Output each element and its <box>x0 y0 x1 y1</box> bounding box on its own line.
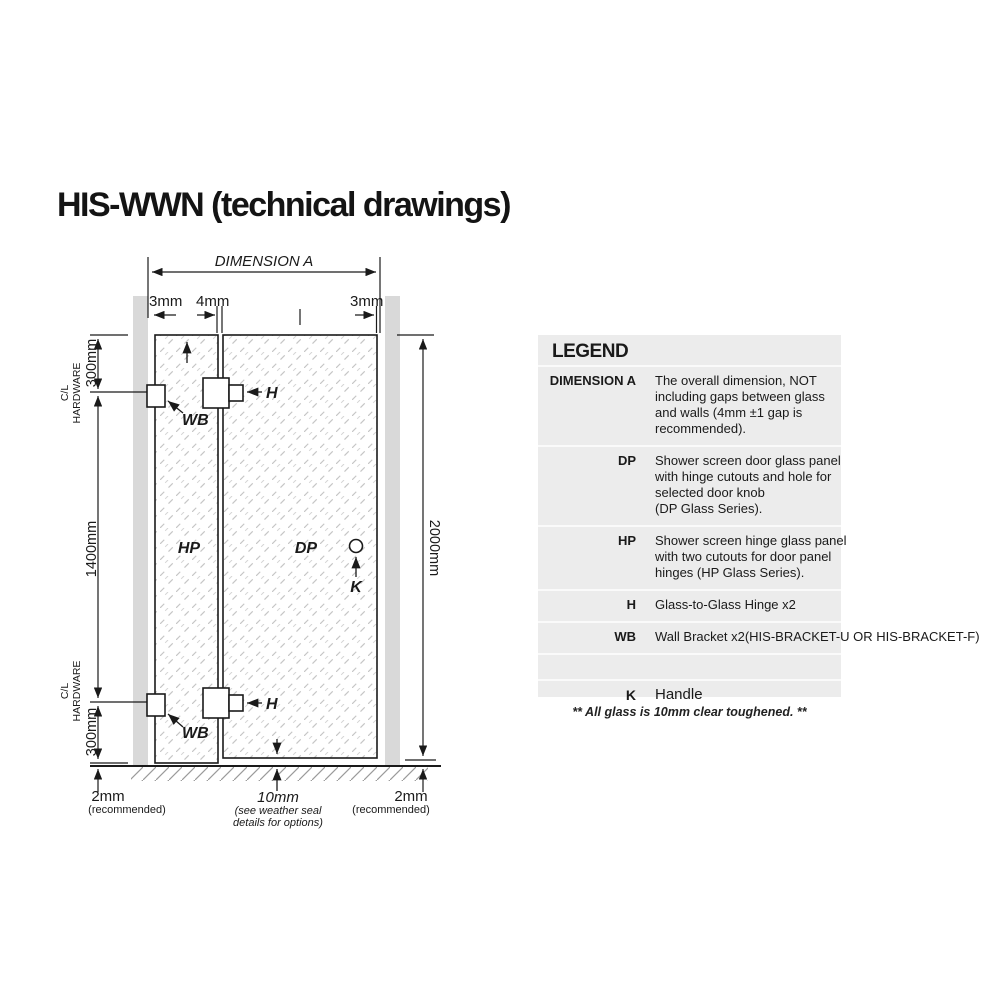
floor-gap-right-value: 2mm <box>394 788 428 805</box>
legend-desc: Handle <box>655 686 703 703</box>
top-offset-label: 300mm <box>84 338 100 388</box>
hinge-top-label: H <box>266 385 278 402</box>
wall-right <box>385 296 400 766</box>
handle-knob <box>350 540 363 553</box>
handle-label: K <box>350 579 362 596</box>
cl-hardware-bottom-line1: C/L <box>59 682 71 700</box>
wall-left <box>133 296 148 766</box>
floor-hatch <box>131 767 428 781</box>
legend-desc: Wall Bracket x2(HIS-BRACKET-U OR HIS-BRACKET-F) <box>655 629 980 644</box>
legend-desc: Shower screen hinge glass panel with two cutouts for door panel hinges (HP Glass Series). <box>655 533 847 580</box>
gap-panels-label: 4mm <box>196 293 230 310</box>
door-gap-value: 10mm <box>257 789 299 806</box>
door-gap-note2: details for options) <box>233 817 323 829</box>
floor-gap-left-value: 2mm <box>91 788 125 805</box>
legend-desc: Shower screen door glass panel with hinge cutouts and hole for selected door knob (DP Glass Series). <box>655 453 841 516</box>
technical-drawing <box>50 240 470 840</box>
legend-row-wb <box>538 623 980 655</box>
wb-top-label: WB <box>182 412 209 429</box>
hinge-bottom-label: H <box>266 696 278 713</box>
cl-hardware-bottom-line2: HARDWARE <box>71 660 83 722</box>
floor-gap-left-note: (recommended) <box>88 804 166 816</box>
legend <box>538 335 980 703</box>
gap-dimension-lines <box>154 306 377 333</box>
legend-desc: The overall dimension, NOT including gaps between glass and walls (4mm ±1 gap is recommended). <box>655 373 825 436</box>
legend-term: WB <box>614 629 636 644</box>
legend-term: DP <box>617 453 636 468</box>
gap-wall-right-label: 3mm <box>350 293 384 310</box>
wb-bottom-label: WB <box>182 725 209 742</box>
legend-row-dp <box>538 447 841 527</box>
legend-desc: Glass-to-Glass Hinge x2 <box>655 597 796 612</box>
legend-term: H <box>626 597 636 612</box>
cl-hardware-top-line2: HARDWARE <box>71 362 83 424</box>
dp-panel-label: DP <box>294 540 318 557</box>
legend-term: HP <box>617 533 636 548</box>
door-gap-note1: (see weather seal <box>234 805 322 817</box>
bottom-offset-label: 300mm <box>84 707 100 757</box>
total-height-label: 2000mm <box>426 519 442 577</box>
gap-wall-left-label: 3mm <box>149 293 183 310</box>
legend-row-dimension-a <box>538 367 841 447</box>
legend-term: DIMENSION A <box>549 373 636 388</box>
legend-term: K <box>625 687 636 703</box>
cl-hardware-top-line1: C/L <box>59 384 71 402</box>
dimension-a-label: DIMENSION A <box>214 253 314 270</box>
legend-footnote: ** All glass is 10mm clear toughened. ** <box>572 705 807 719</box>
floor-gap-right-note: (recommended) <box>352 804 430 816</box>
legend-row-h <box>538 591 841 623</box>
wall-bracket-bottom <box>147 694 165 716</box>
mid-span-label: 1400mm <box>84 520 100 578</box>
legend-title: LEGEND <box>538 335 841 367</box>
page-title: HIS-WWN (technical drawings) <box>57 186 510 224</box>
legend-row-empty <box>538 655 841 681</box>
wall-bracket-top <box>147 385 165 407</box>
legend-row-hp <box>538 527 847 591</box>
hp-panel-label: HP <box>177 540 201 557</box>
